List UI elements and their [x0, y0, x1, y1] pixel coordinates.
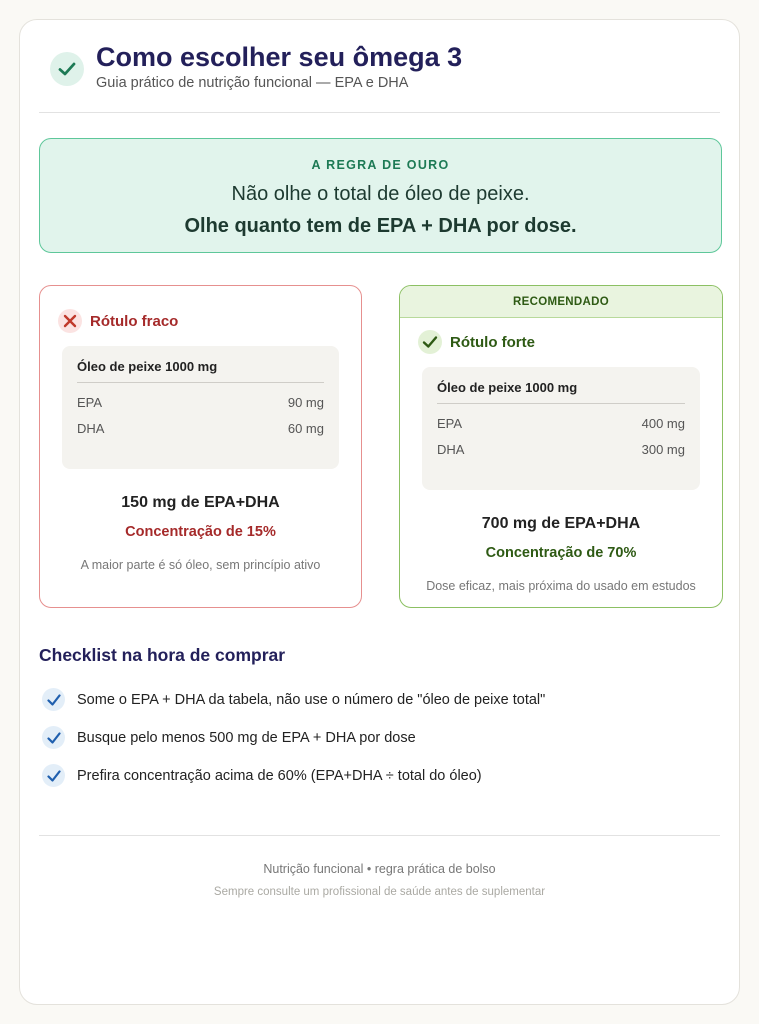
strong-label-header: [418, 330, 722, 354]
facts-title: Óleo de peixe 1000 mg: [437, 380, 685, 404]
weak-label-card: [39, 285, 362, 608]
infographic-card: [19, 19, 740, 1005]
strong-label-card: [399, 285, 723, 608]
footer-line1: Nutrição funcional • regra prática de bolso: [263, 862, 496, 876]
strong-facts-table: [422, 367, 700, 490]
check-icon: [418, 330, 442, 354]
checklist-item: [42, 688, 545, 711]
weak-label-title: Rótulo fraco: [90, 312, 179, 330]
check-icon: [42, 688, 65, 711]
facts-row-value: 60 mg: [287, 421, 324, 436]
facts-row-value: 400 mg: [641, 416, 685, 431]
facts-row-name: EPA: [437, 416, 463, 431]
check-icon: [42, 764, 65, 787]
strong-sum: 700 mg de EPA+DHA: [481, 515, 641, 532]
facts-row: [437, 416, 685, 431]
weak-sum: 150 mg de EPA+DHA: [121, 494, 280, 511]
golden-rule-line2: Olhe quanto tem de EPA + DHA por dose.: [184, 215, 577, 237]
weak-facts-table: [62, 346, 339, 469]
golden-rule-box: [39, 138, 722, 253]
facts-title: Óleo de peixe 1000 mg: [77, 359, 324, 383]
facts-row-name: EPA: [77, 395, 103, 410]
checklist-item: [42, 764, 482, 787]
golden-rule-line1: Não olhe o total de óleo de peixe.: [231, 183, 530, 205]
facts-row-value: 90 mg: [287, 395, 324, 410]
facts-row-name: DHA: [437, 442, 465, 457]
facts-row-name: DHA: [77, 421, 105, 436]
page-title: Como escolher seu ômega 3: [96, 42, 463, 72]
checklist-item-text: Busque pelo menos 500 mg de EPA + DHA por dose: [77, 729, 416, 746]
footer-disclaimer: Sempre consulte um profissional de saúde antes de suplementar: [213, 886, 546, 898]
strong-label-title: Rótulo forte: [450, 333, 535, 351]
header: [50, 42, 462, 91]
weak-note: A maior parte é só óleo, sem princípio ativo: [80, 558, 321, 572]
facts-row: [77, 421, 324, 436]
divider: [39, 112, 720, 113]
x-icon: [58, 309, 82, 333]
check-icon: [50, 52, 84, 86]
checklist-item-text: Prefira concentração acima de 60% (EPA+DHA ÷ total do óleo): [77, 767, 482, 784]
checklist-item: [42, 726, 416, 749]
check-icon: [42, 726, 65, 749]
facts-row-value: 300 mg: [641, 442, 685, 457]
page-subtitle: Guia prático de nutrição funcional — EPA e DHA: [96, 75, 409, 91]
facts-row: [77, 395, 324, 410]
strong-concentration: Concentração de 70%: [485, 545, 637, 561]
facts-row: [437, 442, 685, 457]
weak-label-header: [58, 309, 361, 333]
divider: [39, 835, 720, 836]
checklist-item-text: Some o EPA + DHA da tabela, não use o número de "óleo de peixe total": [77, 691, 546, 708]
strong-note: Dose eficaz, mais próxima do usado em estudos: [426, 579, 696, 593]
weak-concentration: Concentração de 15%: [125, 524, 276, 540]
golden-rule-kicker: A REGRA DE OURO: [311, 158, 450, 172]
recommended-badge: RECOMENDADO: [400, 286, 722, 318]
checklist-title: Checklist na hora de comprar: [39, 645, 286, 665]
